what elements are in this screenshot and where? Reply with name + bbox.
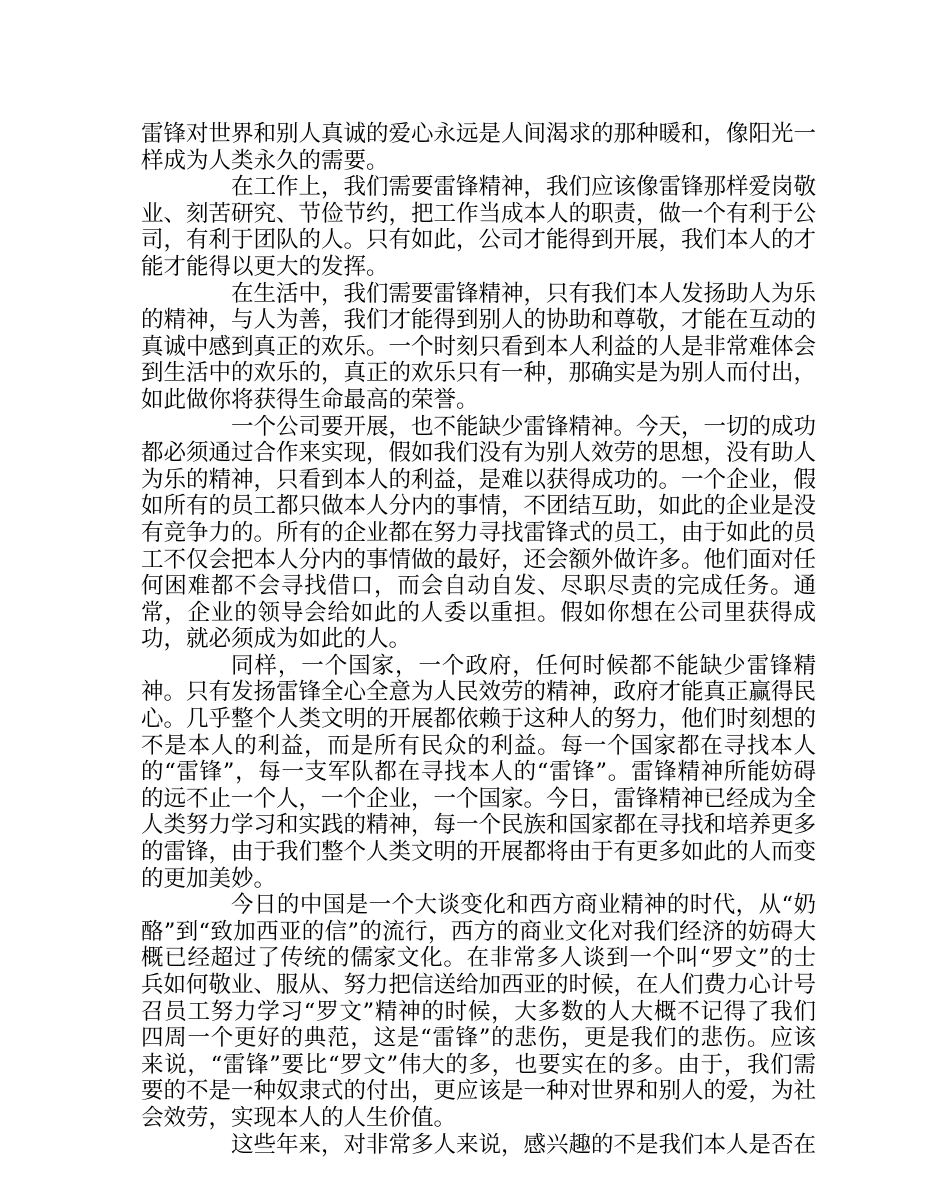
- paragraph-1: 雷锋对世界和别人真诚的爱心永远是人间渴求的那种暖和，像阳光一样成为人类永久的需要。: [141, 121, 817, 174]
- document-page: [141, 121, 816, 1158]
- paragraph-7: 这些年来，对非常多人来说，感兴趣的不是我们本人是否在: [231, 1131, 817, 1158]
- paragraph-4: 一个公司要开展，也不能缺少雷锋精神。今天，一切的成功都必须通过合作来实现，假如我们没有为别人效劳的思想，没有助人为乐的精神，只看到本人的利益，是难以获得成功的。一个企业，假如所有的员工都只做本人分内的事情，不团结互助，如此的企业是没有竞争力的。所有的企业都在努力寻找雷锋式的员工，由于如此的员工不仅会把本人分内的事情做的最好，还会额外做许多。他们面对任何困难都不会寻找借口，而会自动自发、尽职尽责的完成任务。通常，企业的领导会给如此的人委以重担。假如你想在公司里获得成功，就必须成为如此的人。: [141, 413, 817, 653]
- paragraph-2: 在工作上，我们需要雷锋精神，我们应该像雷锋那样爱岗敬业、刻苦研究、节俭节约，把工作当成本人的职责，做一个有利于公司，有利于团队的人。只有如此，公司才能得到开展，我们本人的才能才能得以更大的发挥。: [141, 174, 817, 280]
- paragraph-6: 今日的中国是一个大谈变化和西方商业精神的时代，从“奶酪”到“致加西亚的信”的流行，西方的商业文化对我们经济的妨碍大概已经超过了传统的儒家文化。在非常多人谈到一个叫“罗文”的士兵如何敬业、服从、努力把信送给加西亚的时候，在人们费力心计号召员工努力学习“罗文”精神的时候，大多数的人大概不记得了我们四周一个更好的典范，这是“雷锋”的悲伤，更是我们的悲伤。应该来说，“雷锋”要比“罗文”伟大的多，也要实在的多。由于，我们需要的不是一种奴隶式的付出，更应该是一种对世界和别人的爱，为社会效劳，实现本人的人生价值。: [141, 892, 817, 1131]
- paragraph-5: 同样，一个国家，一个政府，任何时候都不能缺少雷锋精神。只有发扬雷锋全心全意为人民效劳的精神，政府才能真正赢得民心。几乎整个人类文明的开展都依赖于这种人的努力，他们时刻想的不是本人的利益，而是所有民众的利益。每一个国家都在寻找本人的“雷锋”，每一支军队都在寻找本人的“雷锋”。雷锋精神所能妨碍的远不止一个人，一个企业，一个国家。今日，雷锋精神已经成为全人类努力学习和实践的精神，每一个民族和国家都在寻找和培养更多的雷锋，由于我们整个人类文明的开展都将由于有更多如此的人而变的更加美妙。: [141, 652, 817, 892]
- paragraph-3: 在生活中，我们需要雷锋精神，只有我们本人发扬助人为乐的精神，与人为善，我们才能得到别人的协助和尊敬，才能在互动的真诚中感到真正的欢乐。一个时刻只看到本人利益的人是非常难体会到生活中的欢乐的，真正的欢乐只有一种，那确实是为别人而付出，如此做你将获得生命最高的荣誉。: [141, 280, 817, 413]
